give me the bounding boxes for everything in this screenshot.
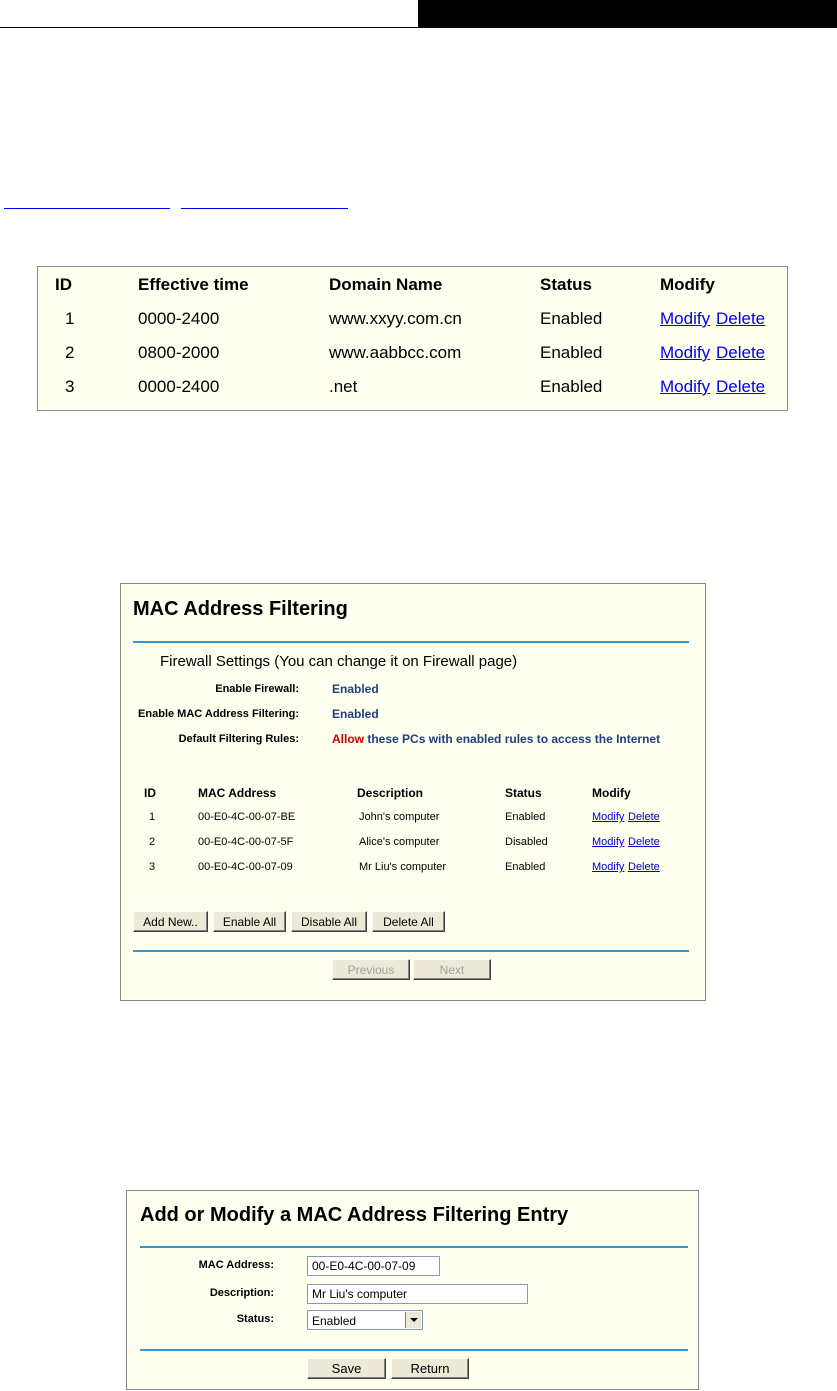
col-header-status: Status	[540, 275, 592, 294]
col-header-id: ID	[55, 275, 72, 294]
row-status: Enabled	[505, 861, 546, 873]
row-time: 0800-2000	[138, 343, 220, 362]
col-header-status: Status	[505, 786, 542, 800]
col-header-description: Description	[357, 786, 424, 800]
domain-filter-table	[37, 266, 788, 411]
divider	[140, 1349, 688, 1351]
row-id: 2	[149, 836, 156, 848]
row-id: 3	[65, 377, 75, 396]
row-description: Mr Liu's computer	[359, 861, 447, 873]
link-underline[interactable]	[181, 208, 348, 209]
add-new-button[interactable]: Add New..	[133, 911, 208, 932]
modify-link[interactable]: Modify	[592, 836, 625, 848]
modify-link[interactable]: Modify	[592, 861, 625, 873]
row-mac: 00-E0-4C-00-07-5F	[198, 836, 294, 848]
row-domain: www.aabbcc.com	[329, 343, 462, 362]
enable-firewall-value: Enabled	[332, 682, 379, 696]
delete-link[interactable]: Delete	[716, 309, 766, 328]
row-status: Enabled	[505, 811, 546, 823]
mac-address-input[interactable]	[307, 1256, 440, 1276]
row-id: 3	[149, 861, 156, 873]
row-mac: 00-E0-4C-00-07-09	[198, 861, 293, 873]
col-header-mac-address: MAC Address	[198, 786, 277, 800]
delete-link[interactable]: Delete	[716, 377, 766, 396]
row-status: Enabled	[540, 343, 603, 362]
description-label: Description:	[209, 1287, 274, 1299]
header-rule	[0, 27, 837, 28]
divider	[133, 950, 689, 952]
next-button[interactable]: Next	[413, 959, 491, 980]
row-status: Disabled	[505, 836, 548, 848]
mac-address-label: MAC Address:	[198, 1259, 274, 1271]
panel-title: Add or Modify a MAC Address Filtering Entry	[140, 1204, 569, 1226]
row-description: Alice's computer	[359, 836, 440, 848]
page-header	[0, 0, 837, 30]
disable-all-button[interactable]: Disable All	[291, 911, 367, 932]
link-underline[interactable]	[4, 208, 170, 209]
save-button[interactable]: Save	[307, 1358, 386, 1379]
col-header-modify: Modify	[660, 275, 715, 294]
col-header-effective-time: Effective time	[138, 275, 249, 294]
col-header-modify: Modify	[592, 786, 631, 800]
chevron-down-icon[interactable]	[405, 1312, 421, 1328]
status-select[interactable]	[307, 1310, 423, 1330]
row-mac: 00-E0-4C-00-07-BE	[198, 811, 296, 823]
default-rules-text: these PCs with enabled rules to access the Internet	[367, 732, 661, 746]
row-id: 2	[65, 343, 75, 362]
header-black-band	[418, 0, 837, 27]
row-id: 1	[149, 811, 156, 823]
divider	[140, 1246, 688, 1248]
delete-link[interactable]: Delete	[716, 343, 766, 362]
row-status: Enabled	[540, 377, 603, 396]
modify-link[interactable]: Modify	[660, 343, 711, 362]
enable-all-button[interactable]: Enable All	[213, 911, 286, 932]
mac-filtering-panel	[120, 583, 706, 1001]
row-id: 1	[65, 309, 75, 328]
delete-all-button[interactable]: Delete All	[372, 911, 445, 932]
status-label: Status:	[236, 1313, 274, 1325]
delete-link[interactable]: Delete	[628, 861, 660, 873]
delete-link[interactable]: Delete	[628, 836, 660, 848]
row-domain: .net	[329, 377, 358, 396]
enable-mac-filtering-value: Enabled	[332, 707, 379, 721]
modify-link[interactable]: Modify	[660, 309, 711, 328]
row-time: 0000-2400	[138, 309, 220, 328]
section-title: Firewall Settings (You can change it on Firewall page)	[160, 653, 518, 670]
status-select-value: Enabled	[312, 1314, 357, 1328]
edit-entry-panel	[126, 1190, 699, 1390]
divider	[133, 641, 689, 643]
description-input[interactable]	[307, 1284, 528, 1304]
col-header-id: ID	[144, 786, 156, 800]
enable-firewall-label: Enable Firewall:	[215, 683, 299, 695]
row-status: Enabled	[540, 309, 603, 328]
modify-link[interactable]: Modify	[592, 811, 625, 823]
delete-link[interactable]: Delete	[628, 811, 660, 823]
default-rules-label: Default Filtering Rules:	[178, 733, 299, 745]
row-time: 0000-2400	[138, 377, 220, 396]
default-rules-value	[332, 732, 660, 746]
panel-title: MAC Address Filtering	[133, 598, 348, 620]
row-description: John's computer	[359, 811, 440, 823]
col-header-domain-name: Domain Name	[329, 275, 443, 294]
modify-link[interactable]: Modify	[660, 377, 711, 396]
previous-button[interactable]: Previous	[332, 959, 410, 980]
return-button[interactable]: Return	[391, 1358, 469, 1379]
allow-text: Allow	[332, 732, 364, 746]
row-domain: www.xxyy.com.cn	[329, 309, 462, 328]
enable-mac-filtering-label: Enable MAC Address Filtering:	[138, 708, 299, 720]
